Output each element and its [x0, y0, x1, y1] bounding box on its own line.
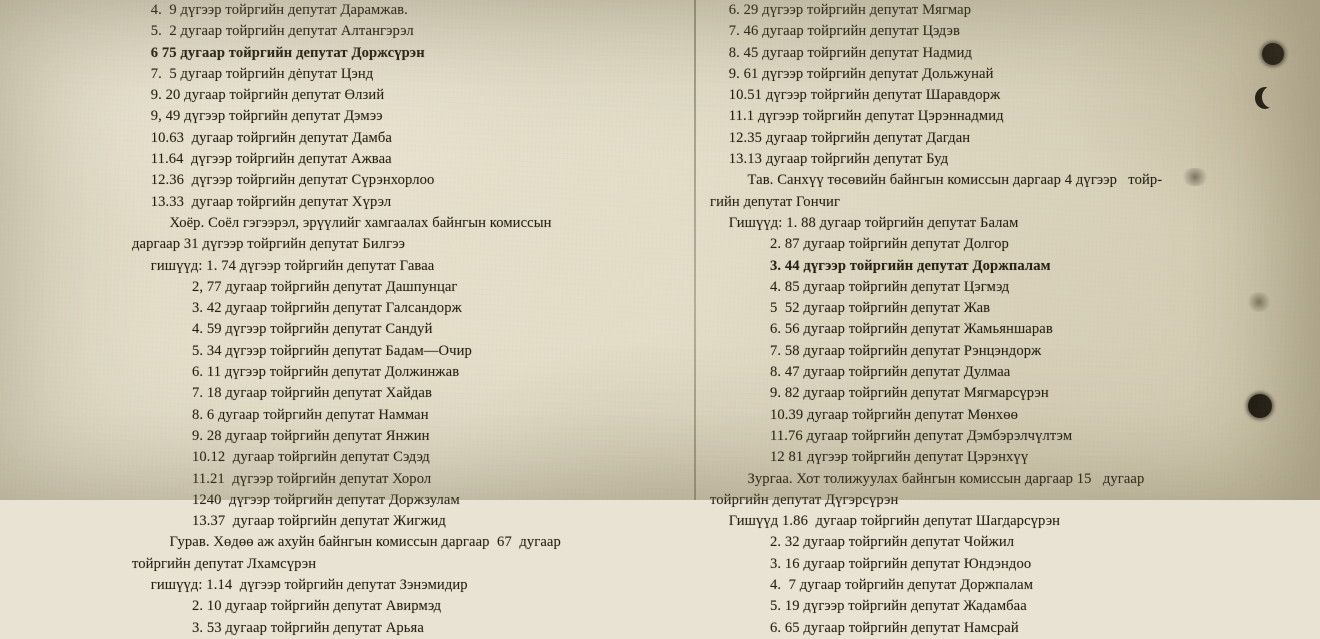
text-line: 11.21 дүгээр тойргийн депутат Хорол	[132, 470, 432, 487]
text-line: 11.1 дүгээр тойргийн депутат Цэрэннадмид	[710, 108, 1004, 125]
text-line: 5. 19 дүгээр тойргийн депутат Жадамбаа	[710, 598, 1027, 615]
text-line: 4. 7 дугаар тойргийн депутат Доржпалам	[710, 577, 1034, 594]
text-line: 8. 6 дугаар тойргийн депутат Намман	[132, 406, 429, 423]
text-line: 3. 42 дугаар тойргийн депутат Галсандорж	[132, 300, 462, 317]
text-line: 1240 дүгээр тойргийн депутат Доржзулам	[132, 491, 460, 508]
text-line: 10.51 дүгээр тойргийн депутат Шаравдорж	[710, 87, 1001, 104]
text-line: 5. 34 дүгээр тойргийн депутат Бадам—Очир	[132, 342, 472, 359]
hole-punch-icon	[1248, 394, 1272, 418]
text-line: 13.37 дугаар тойргийн депутат Жигжид	[132, 513, 446, 530]
text-line: 3. 44 дүгээр тойргийн депутат Доржпалам	[710, 257, 1051, 274]
text-line: 13.13 дугаар тойргийн депутат Буд	[710, 151, 949, 168]
text-line: 7. 5 дугаар тойргийн дėпутат Цэнд	[132, 65, 374, 82]
text-line: гишүүд: 1.14 дүгээр тойргийн депутат Зэнэмидир	[132, 577, 468, 594]
ink-smudge-icon	[1246, 292, 1272, 312]
text-line: 7. 46 дугаар тойргийн депутат Цэдэв	[710, 23, 961, 40]
text-line: 12.36 дүгээр тойргийн депутат Сүрэнхорлоо	[132, 172, 435, 189]
text-line: Гишүүд: 1. 88 дугаар тойргийн депутат Балам	[710, 214, 1019, 231]
section-heading: Тав. Санхүү төсөвийн байнгын комиссын даргаар 4 дүгээр тойр-	[710, 172, 1163, 189]
text-line: 10.12 дугаар тойргийн депутат Сэдэд	[132, 449, 430, 466]
ink-smudge-icon	[1180, 168, 1210, 186]
text-line: 11.76 дугаар тойргийн депутат Дэмбэрэлчүлтэм	[710, 427, 1073, 444]
text-line: 7. 18 дугаар тойргийн депутат Хайдав	[132, 385, 432, 402]
text-line: 2. 10 дугаар тойргийн депутат Авирмэд	[132, 598, 442, 615]
column-divider	[694, 0, 696, 500]
text-column-left	[132, 0, 692, 639]
crescent-mark-icon	[1262, 86, 1282, 108]
text-line: 12.35 дугаар тойргийн депутат Дагдан	[710, 129, 971, 146]
text-line: 5. 2 дугаар тойргийн депутат Алтангэрэл	[132, 23, 414, 40]
text-line: 4. 85 дугаар тойргийн депутат Цэгмэд	[710, 278, 1010, 295]
text-line: 6. 11 дүгээр тойргийн депутат Должинжав	[132, 364, 460, 381]
text-line: 6. 56 дугаар тойргийн депутат Жамьяншарав	[710, 321, 1053, 338]
text-line: гишүүд: 1. 74 дүгээр тойргийн депутат Гаваа	[132, 257, 435, 274]
text-line: 8. 45 дугаар тойргийн депутат Надмид	[710, 44, 973, 61]
text-line: 2. 87 дугаар тойргийн депутат Долгор	[710, 236, 1009, 253]
text-line: Гишүүд 1.86 дугаар тойргийн депутат Шагдарсүрэн	[710, 513, 1061, 530]
text-line: 10.63 дугаар тойргийн депутат Дамба	[132, 129, 392, 146]
section-heading-cont: гийн депутат Гончиг	[710, 193, 841, 210]
text-line: 2. 32 дугаар тойргийн депутат Чойжил	[710, 534, 1015, 551]
text-line: 6. 29 дүгээр тойргийн депутат Мягмар	[710, 2, 972, 18]
text-line: 2, 77 дугаар тойргийн депутат Дашпунцаг	[132, 278, 458, 295]
text-line: 9, 49 дүгээр тойргийн депутат Дэмээ	[132, 108, 383, 125]
section-heading: Зургаа. Хот толижуулах байнгын комиссын даргаар 15 дугаар	[710, 470, 1145, 487]
section-heading-cont: даргаар 31 дүгээр тойргийн депутат Билгээ	[132, 236, 405, 253]
text-line: 9. 20 дугаар тойргийн депутат Өлзий	[132, 87, 385, 104]
section-heading: Гурав. Хөдөө аж ахуйн байнгын комиссын даргаар 67 дугаар	[132, 534, 561, 551]
text-line: 5 52 дугаар тойргийн депутат Жав	[710, 300, 991, 317]
text-line: 7. 58 дугаар тойргийн депутат Рэнцэндорж	[710, 342, 1042, 359]
text-line: 9. 82 дугаар тойргийн депутат Мягмарсүрэн	[710, 385, 1049, 402]
text-line: 3. 53 дугаар тойргийн депутат Арьяа	[132, 619, 424, 636]
text-line: 10.39 дугаар тойргийн депутат Мөнхөө	[710, 406, 1018, 423]
text-line: 9. 28 дугаар тойргийн депутат Янжин	[132, 427, 430, 444]
text-line: 8. 47 дугаар тойргийн депутат Дулмаа	[710, 364, 1011, 381]
text-line: 11.64 дүгээр тойргийн депутат Ажваа	[132, 151, 392, 168]
text-line: 4. 59 дүгээр тойргийн депутат Сандуй	[132, 321, 433, 338]
hole-punch-icon	[1262, 43, 1284, 65]
text-line: 13.33 дугаар тойргийн депутат Хүрэл	[132, 193, 392, 210]
section-heading: Хоёр. Соёл гэгээрэл, эрүүлийг хамгаалах байнгын комиссын	[132, 214, 552, 231]
section-heading-cont: тойргийн депутат Лхамсүрэн	[132, 555, 317, 572]
text-line: 12 81 дүгээр тойргийн депутат Цэрэнхүү	[710, 449, 1029, 466]
text-line: 3. 16 дугаар тойргийн депутат Юндэндоо	[710, 555, 1032, 572]
section-heading-cont: тойргийн депутат Дүгэрсүрэн	[710, 491, 899, 508]
text-line: 6. 65 дугаар тойргийн депутат Намсрай	[710, 619, 1019, 636]
text-line: 6 75 дугаар тойргийн депутат Доржсүрэн	[132, 44, 425, 61]
text-line: 9. 61 дүгээр тойргийн депутат Дольжунай	[710, 65, 994, 82]
text-column-right	[710, 0, 1290, 639]
text-line: 4. 9 дүгээр тойргийн депутат Дарамжав.	[132, 2, 408, 18]
